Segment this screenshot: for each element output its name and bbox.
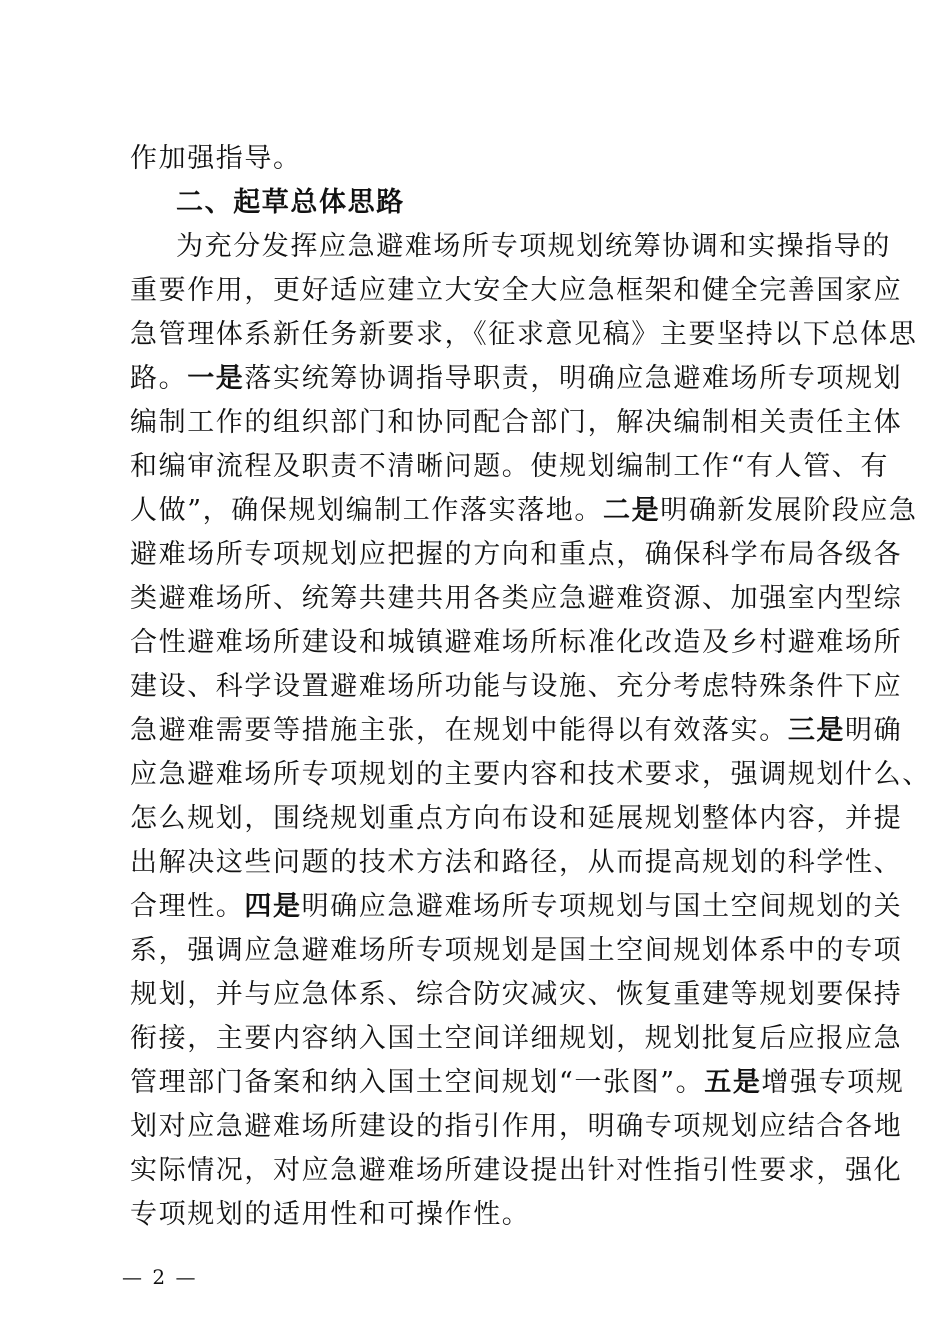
text-segment: 实际情况，对应急避难场所建设提出针对性指引性要求，强化 bbox=[130, 1155, 903, 1186]
bold-marker: 三是 bbox=[787, 715, 846, 746]
bold-marker: 五是 bbox=[704, 1067, 762, 1098]
text-line bbox=[130, 752, 931, 797]
bold-marker: 四是 bbox=[244, 891, 302, 922]
text-line bbox=[130, 400, 903, 445]
bold-marker: 一是 bbox=[187, 363, 245, 394]
text-line bbox=[130, 840, 903, 885]
text-line bbox=[130, 136, 830, 181]
text-line bbox=[130, 356, 903, 401]
text-segment: 建设、科学设置避难场所功能与设施、充分考虑特殊条件下应 bbox=[130, 671, 903, 702]
text-line bbox=[130, 444, 890, 489]
text-line bbox=[130, 884, 903, 929]
page-number: — 2 — bbox=[122, 1265, 198, 1289]
text-segment: 为充分发挥应急避难场所专项规划统筹协调和实操指导的 bbox=[176, 231, 891, 262]
text-segment: 系，强调应急避难场所专项规划是国土空间规划体系中的专项 bbox=[130, 935, 903, 966]
text-line bbox=[130, 268, 903, 313]
text-line bbox=[130, 796, 903, 841]
text-line bbox=[130, 1060, 905, 1105]
text-segment: 应急避难场所专项规划的主要内容和技术要求，强调规划什么、 bbox=[130, 759, 931, 790]
text-segment: 避难场所专项规划应把握的方向和重点，确保科学布局各级各 bbox=[130, 539, 903, 570]
text-segment: 人做”，确保规划编制工作落实落地。 bbox=[130, 495, 604, 526]
text-segment: 作加强指导。 bbox=[130, 143, 302, 174]
text-segment: 明确 bbox=[845, 715, 903, 746]
text-line bbox=[130, 972, 903, 1017]
text-line bbox=[130, 488, 918, 533]
text-segment: 管理部门备案和纳入国土空间规划“一张图”。 bbox=[130, 1067, 705, 1098]
text-line bbox=[130, 928, 903, 973]
text-segment: 落实统筹协调指导职责，明确应急避难场所专项规划 bbox=[244, 363, 903, 394]
text-segment: 合性避难场所建设和城镇避难场所标准化改造及乡村避难场所 bbox=[130, 627, 903, 658]
text-segment: 增强专项规 bbox=[761, 1067, 905, 1098]
text-line bbox=[130, 1016, 903, 1061]
text-line bbox=[130, 708, 903, 753]
text-line bbox=[130, 532, 903, 577]
text-segment: 路。 bbox=[130, 363, 188, 394]
text-segment: 衔接，主要内容纳入国土空间详细规划，规划批复后应报应急 bbox=[130, 1023, 903, 1054]
text-segment: 划对应急避难场所建设的指引作用，明确专项规划应结合各地 bbox=[130, 1111, 903, 1142]
text-line bbox=[130, 1148, 903, 1193]
text-segment: 急避难需要等措施主张，在规划中能得以有效落实。 bbox=[130, 715, 788, 746]
text-segment: 专项规划的适用性和可操作性。 bbox=[130, 1199, 531, 1230]
text-line bbox=[130, 312, 918, 357]
text-line bbox=[176, 224, 891, 269]
text-segment: 和编审流程及职责不清晰问题。使规划编制工作“有人管、有 bbox=[130, 451, 890, 482]
text-line bbox=[130, 620, 903, 665]
text-segment: 编制工作的组织部门和协同配合部门，解决编制相关责任主体 bbox=[130, 407, 903, 438]
text-segment: 急管理体系新任务新要求，《征求意见稿》主要坚持以下总体思 bbox=[130, 319, 918, 350]
text-line bbox=[130, 664, 903, 709]
text-line bbox=[130, 1192, 830, 1237]
section-heading: 二、起草总体思路 bbox=[176, 187, 405, 218]
text-segment: 类避难场所、统筹共建共用各类应急避难资源、加强室内型综 bbox=[130, 583, 903, 614]
text-segment: 重要作用，更好适应建立大安全大应急框架和健全完善国家应 bbox=[130, 275, 903, 306]
text-segment: 明确新发展阶段应急 bbox=[660, 495, 918, 526]
text-segment: 怎么规划，围绕规划重点方向布设和延展规划整体内容，并提 bbox=[130, 803, 903, 834]
text-segment: 明确应急避难场所专项规划与国土空间规划的关 bbox=[301, 891, 903, 922]
text-segment: 规划，并与应急体系、综合防灾减灾、恢复重建等规划要保持 bbox=[130, 979, 903, 1010]
text-segment: 出解决这些问题的技术方法和路径，从而提高规划的科学性、 bbox=[130, 847, 903, 878]
text-line bbox=[130, 576, 903, 621]
text-line bbox=[130, 1104, 903, 1149]
text-segment: 合理性。 bbox=[130, 891, 245, 922]
bold-marker: 二是 bbox=[603, 495, 661, 526]
